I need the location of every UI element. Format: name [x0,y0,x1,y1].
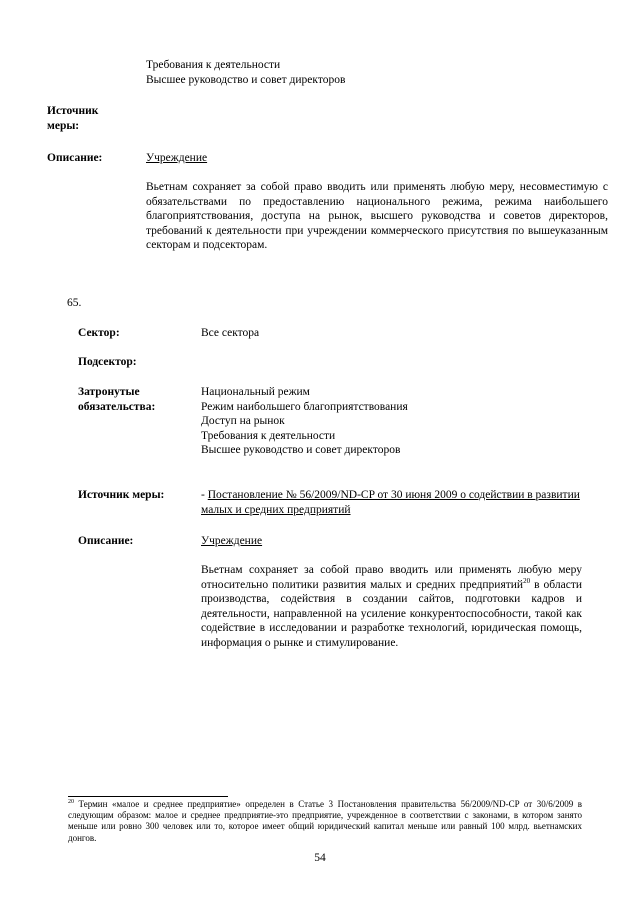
description-body-part2: в области производства, содействия в создании сайтов, подготовки кадров и деятельности, направленной на усиление конкурентоспособности, такой как содействие в исследовании и разработке технологий, юридическая помощь, информация о рынке и стимулирование. [201,578,582,649]
sector-value: Все сектора [201,327,260,339]
subsector-label: Подсектор: [78,356,137,368]
obligations-list [201,385,591,458]
obligations-label: Затронутые обязательства: [78,386,156,413]
top-description-title: Учреждение [146,152,208,164]
source-dash: - [201,489,208,501]
footnote [68,799,582,844]
footnote-number: 20 [68,799,74,805]
description-body-part1: Вьетнам сохраняет за собой право вводить или применять любую меру относительно политики развития малых и средних предприятий [201,564,582,591]
obligation-item: Национальный режим [201,386,310,398]
top-description-body: Вьетнам сохраняет за собой право вводить или применять любую меру, несовместимую с обязательствами по предоставлению национального режима, режима наибольшего благоприятствования, доступа на рынок, высшего руководства и советов директоров, требований к деятельности при учреждении коммерческого присутствия по вышеуказанным секторам и подсекторам. [146,181,608,251]
entry-number: 65. [67,297,82,309]
description-body [201,563,582,650]
source-label: Источник меры: [78,489,165,501]
top-obligation-item: Высшее руководство и совет директоров [146,73,346,86]
obligation-item: Высшее руководство и совет директоров [201,444,401,456]
footnote-separator [68,796,228,797]
description-label: Описание: [78,535,134,547]
page-number: 54 [314,852,326,864]
obligation-item: Режим наибольшего благоприятствования [201,400,408,413]
top-description-label: Описание: [47,152,103,164]
source-text [201,488,593,517]
top-obligations-list [146,58,586,87]
top-obligation-item: Требования к деятельности [146,59,281,71]
top-source-label: Источник меры: [47,105,99,132]
obligation-item: Доступ на рынок [201,415,285,427]
obligation-item: Требования к деятельности [201,429,336,442]
source-decree-title: Постановление № 56/2009/ND-CP от 30 июня 2009 о содействии в развитии малых и средних предприятий [201,489,580,516]
footnote-text: Термин «малое и среднее предприятие» определен в Статье 3 Постановления правительства 56/2009/ND-CP от 30/6/2009 в следующим образом: малое и среднее предприятие-это предприятие, учрежденное в соответствии с законами, в котором занято меньше или ровно 300 человек или то, которое имеет общий юридический капитал меньше или равный 100 млрд. вьетнамских донгов. [68,799,582,843]
sector-label: Сектор: [78,327,120,339]
footnote-reference: 20 [523,576,531,585]
description-title: Учреждение [201,535,263,547]
